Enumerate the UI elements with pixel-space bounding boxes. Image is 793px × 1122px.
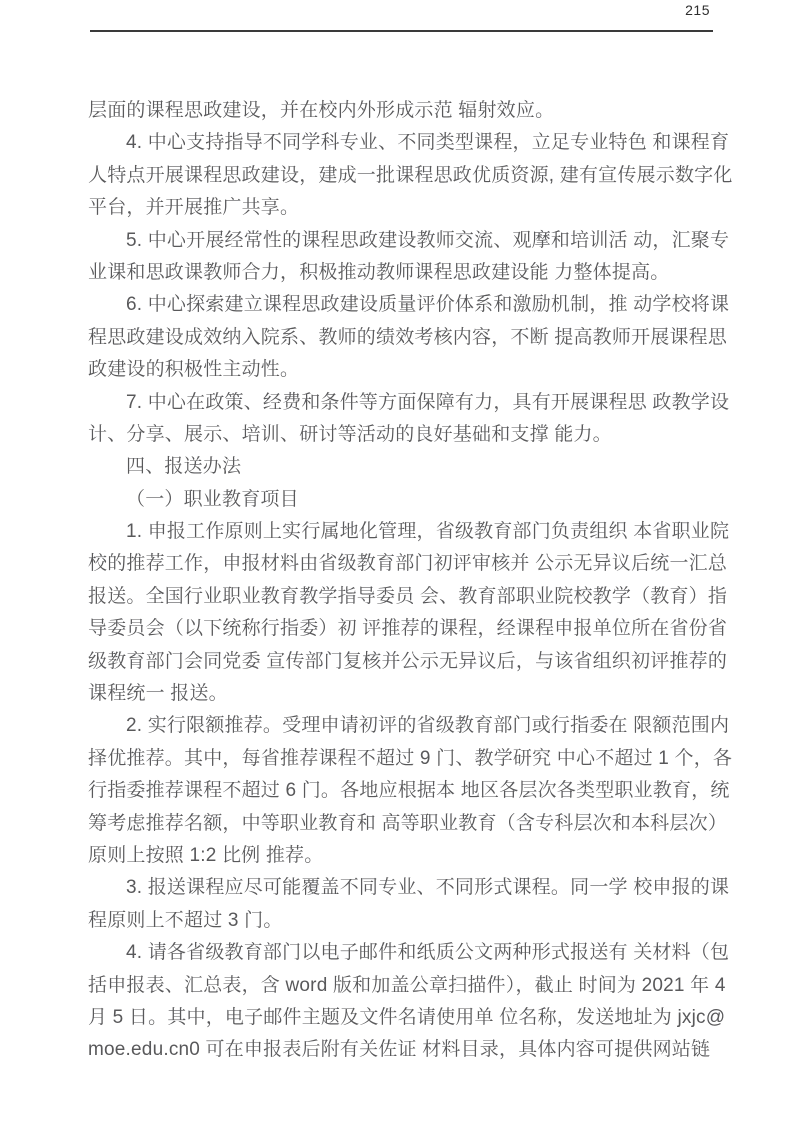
text-line: 择优推荐。其中，每省推荐课程不超过 9 门、教学研究 中心不超过 1 个，各 (88, 747, 733, 769)
text-line: 筹考虑推荐名额，中等职业教育和 高等职业教育（含专科层次和本科层次） (88, 812, 728, 834)
text-line: 2. 实行限额推荐。受理申请初评的省级教育部门或行指委在 限额范围内 (126, 715, 730, 737)
page-number: 215 (685, 2, 710, 18)
text-line: 6. 中心探索建立课程思政建设质量评价体系和激励机制，推 动学校将课 (126, 294, 730, 316)
text-line: 平台，并开展推广共享。 (88, 197, 300, 219)
text-line: 4. 中心支持指导不同学科专业、不同类型课程，立足专业特色 和课程育 (126, 132, 730, 154)
text-line: 7. 中心在政策、经费和条件等方面保障有力，具有开展课程思 政教学设 (126, 391, 730, 413)
text-line: 校的推荐工作，申报材料由省级教育部门初评审核并 公示无异议后统一汇总 (88, 553, 728, 575)
text-line: 计、分享、展示、培训、研讨等活动的良好基础和支撑 能力。 (88, 423, 612, 445)
text-line: 1. 申报工作原则上实行属地化管理，省级教育部门负责组织 本省职业院 (126, 521, 730, 543)
text-line: 原则上按照 1:2 比例 推荐。 (88, 844, 324, 866)
text-line: 级教育部门会同党委 宣传部门复核并公示无异议后，与该省组织初评推荐的 (88, 650, 728, 672)
header-rule (90, 30, 713, 32)
text-line: 行指委推荐课程不超过 6 门。各地应根据本 地区各层次各类型职业教育，统 (88, 780, 730, 802)
text-line: 层面的课程思政建设，并在校内外形成示范 辐射效应。 (88, 100, 555, 121)
text-line: （一）职业教育项目 (126, 488, 299, 510)
text-line: 5. 中心开展经常性的课程思政建设教师交流、观摩和培训活 动，汇聚专 (126, 229, 730, 251)
text-line: 报送。全国行业职业教育教学指导委员 会、教育部职业院校教学（教育）指 (88, 585, 728, 607)
text-line: 程思政建设成效纳入院系、教师的绩效考核内容，不断 提高教师开展课程思 (88, 326, 728, 348)
text-line: 括申报表、汇总表，含 word 版和加盖公章扫描件），截止 时间为 2021 年 4 (88, 974, 726, 996)
text-line: 月 5 日。其中，电子邮件主题及文件名请使用单 位名称，发送地址为 jxjc@ (88, 1006, 726, 1028)
text-line: moe.edu.cn0 可在申报表后附有关佐证 材料目录，具体内容可提供网站链 (88, 1039, 711, 1061)
text-line: 程原则上不超过 3 门。 (88, 909, 283, 931)
text-line: 课程统一 报送。 (88, 683, 228, 705)
text-line: 导委员会（以下统称行指委）初 评推荐的课程，经课程申报单位所在省份省 (88, 618, 728, 640)
document-body (88, 95, 733, 1067)
text-line: 4. 请各省级教育部门以电子邮件和纸质公文两种形式报送有 关材料（包 (126, 942, 730, 964)
text-line: 业课和思政课教师合力，积极推动教师课程思政建设能 力整体提高。 (88, 261, 670, 283)
text-line: 四、报送办法 (126, 456, 242, 478)
text-line: 3. 报送课程应尽可能覆盖不同专业、不同形式课程。同一学 校申报的课 (126, 877, 730, 899)
text-line: 政建设的积极性主动性。 (88, 359, 300, 381)
text-line: 人特点开展课程思政建设，建成一批课程思政优质资源, 建有宣传展示数字化 (88, 164, 733, 186)
